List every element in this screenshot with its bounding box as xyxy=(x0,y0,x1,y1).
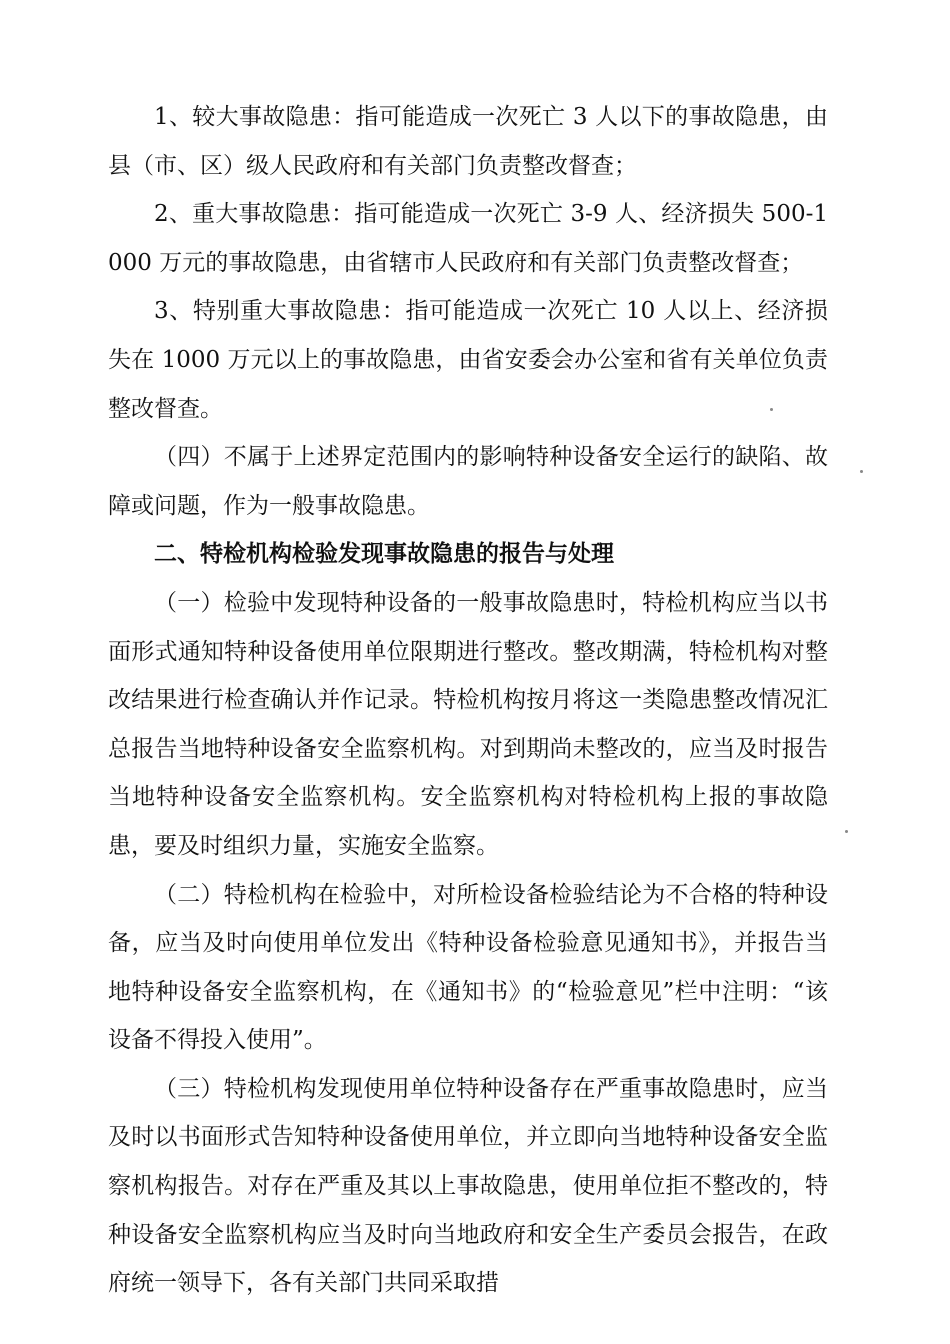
section-heading-report-handling: 二、特检机构检验发现事故隐患的报告与处理 xyxy=(154,540,614,568)
paragraph-hazard-level-3: 3、特别重大事故隐患：指可能造成一次死亡 10 人以上、经济损失在 1000 万元以上的事故隐患，由省安委会办公室和省有关单位负责整改督查。 xyxy=(108,298,828,422)
paragraph-item-1: （一）检验中发现特种设备的一般事故隐患时，特检机构应当以书面形式通知特种设备使用单位限期进行整改。整改期满，特检机构对整改结果进行检查确认并作记录。特检机构按月将这一类隐患整改情况汇总报告当地特种设备安全监察机构。对到期尚未整改的，应当及时报告当地特种设备安全监察机构。安全监察机构对特检机构上报的事故隐患，要及时组织力量，实施安全监察。 xyxy=(108,589,828,859)
scan-speck xyxy=(860,470,863,473)
paragraph-general-hazard: （四）不属于上述界定范围内的影响特种设备安全运行的缺陷、故障或问题，作为一般事故隐患。 xyxy=(108,444,828,519)
paragraph-hazard-level-2: 2、重大事故隐患：指可能造成一次死亡 3-9 人、经济损失 500-1000 万元的事故隐患，由省辖市人民政府和有关部门负责整改督查； xyxy=(108,201,828,276)
paragraph-item-2: （二）特检机构在检验中，对所检设备检验结论为不合格的特种设备，应当及时向使用单位发出《特种设备检验意见通知书》，并报告当地特种设备安全监察机构，在《通知书》的“检验意见”栏中注明：“该设备不得投入使用”。 xyxy=(108,881,828,1054)
scan-speck xyxy=(770,408,773,411)
paragraph-item-3: （三）特检机构发现使用单位特种设备存在严重事故隐患时，应当及时以书面形式告知特种设备使用单位，并立即向当地特种设备安全监察机构报告。对存在严重及其以上事故隐患，使用单位拒不整改的，特种设备安全监察机构应当及时向当地政府和安全生产委员会报告，在政府统一领导下，各有关部门共同采取措 xyxy=(108,1075,828,1297)
scan-speck xyxy=(845,830,848,833)
paragraph-hazard-level-1: 1、较大事故隐患：指可能造成一次死亡 3 人以下的事故隐患，由县（市、区）级人民政府和有关部门负责整改督查； xyxy=(108,104,828,179)
document-body xyxy=(108,93,828,1308)
